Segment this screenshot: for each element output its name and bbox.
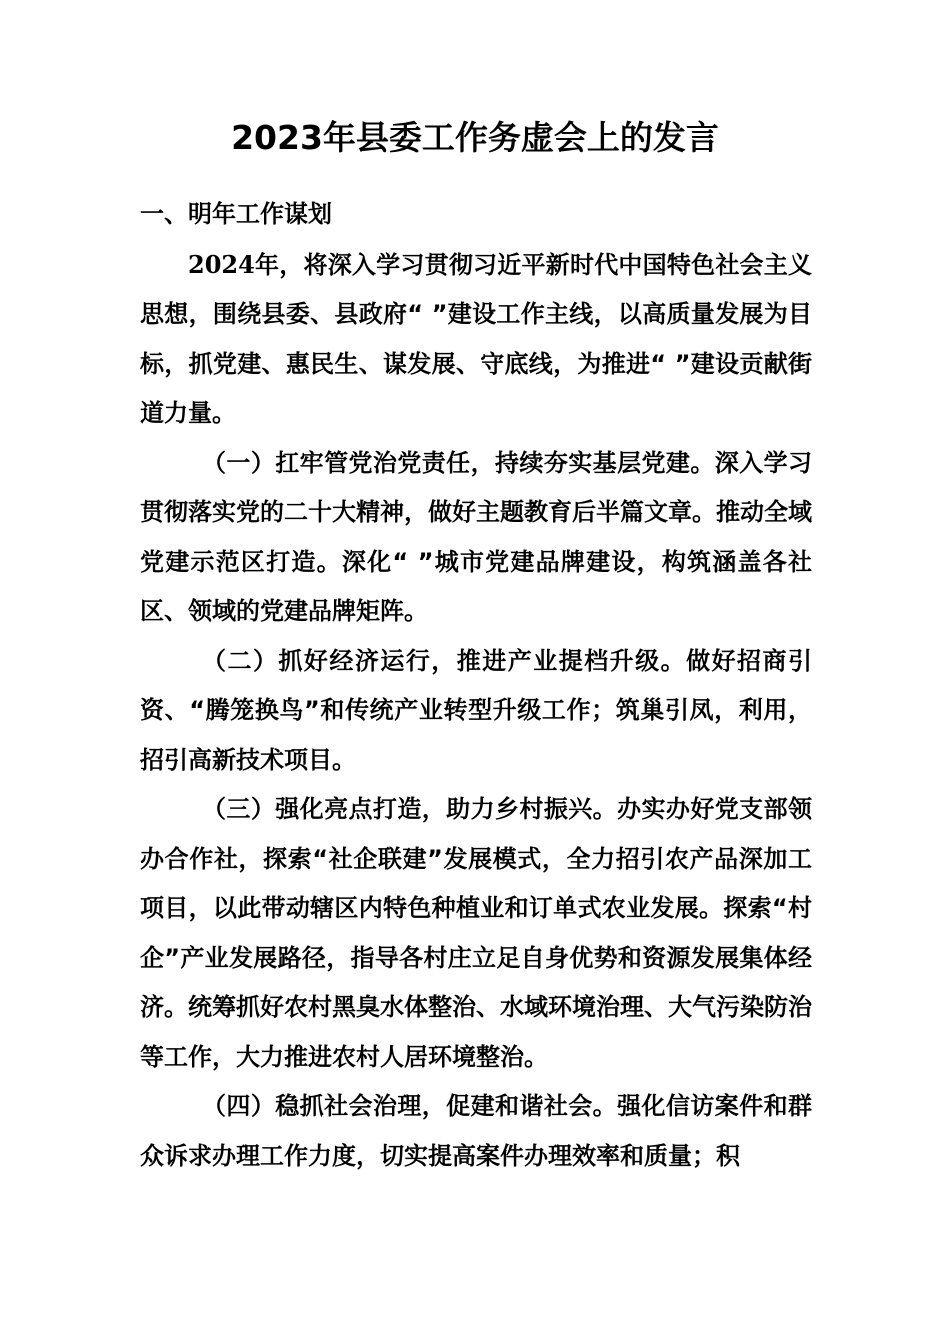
document-title: 2023年县委工作务虚会上的发言 (231, 118, 719, 157)
paragraph-3: （三）强化亮点打造，助力乡村振兴。办实办好党支部领办合作社，探索“社企联建”发展模式，全力招引农产品深加工项目，以此带动辖区内特色种植业和订单式农业发展。探索“村企”产业发展路径，指导各村庄立足自身优势和资源发展集体经济。统筹抓好农村黑臭水体整治、水域环境治理、大气污染防治等工作，大力推进农村人居环境整治。 (140, 795, 812, 1071)
paragraph-2: （二）抓好经济运行，推进产业提档升级。做好招商引资、“腾笼换鸟”和传统产业转型升级工作；筑巢引凤，利用，招引高新技术项目。 (140, 646, 812, 774)
document-body (140, 190, 812, 1181)
intro-year: 2024 (188, 249, 255, 279)
intro-text: 年，将深入学习贯彻习近平新时代中国特色社会主义思想，围绕县委、县政府“ ”建设工作主线，以高质量发展为目标，抓党建、惠民生、谋发展、守底线，为推进“ ”建设贡献街道力量。 (140, 250, 812, 427)
intro-paragraph (140, 240, 812, 439)
paragraph-1: （一）扛牢管党治党责任，持续夯实基层党建。深入学习贯彻落实党的二十大精神，做好主题教育后半篇文章。推动全域党建示范区打造。深化“ ”城市党建品牌建设，构筑涵盖各社区、领域的党建品牌矩阵。 (140, 448, 812, 625)
section-heading: 一、明年工作谋划 (140, 200, 332, 228)
paragraph-4: （四）稳抓社会治理，促建和谐社会。强化信访案件和群众诉求办理工作力度，切实提高案件办理效率和质量；积 (140, 1092, 812, 1170)
